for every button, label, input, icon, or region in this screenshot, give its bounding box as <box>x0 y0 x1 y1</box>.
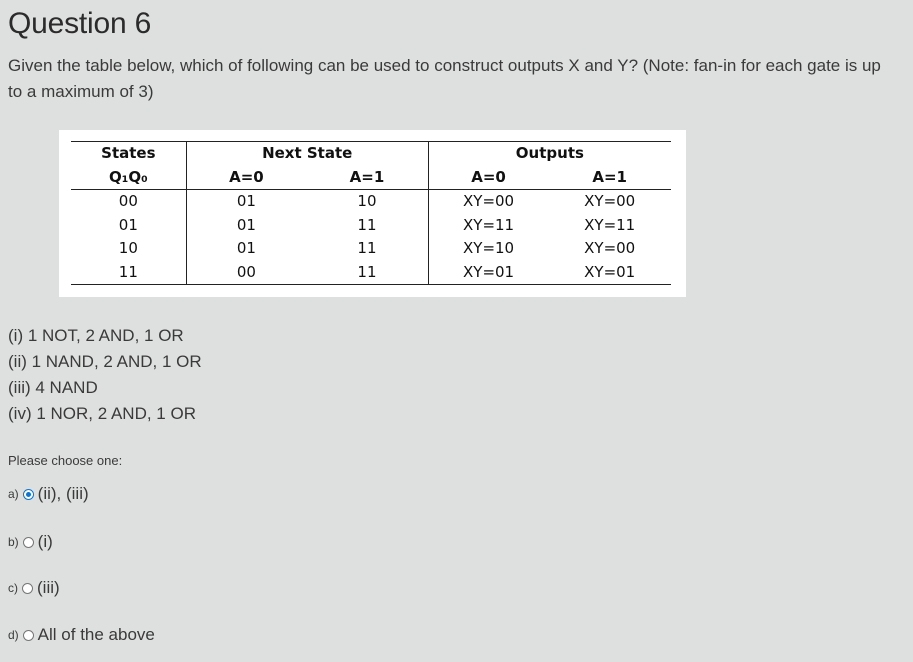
table-row <box>71 190 671 214</box>
table-cell: 01 <box>236 239 256 257</box>
statement-ii: (ii) 1 NAND, 2 AND, 1 OR <box>8 352 202 371</box>
question-title: Question 6 <box>8 7 152 40</box>
choice-letter: b) <box>8 535 19 549</box>
table-cell: XY=00 <box>463 192 515 210</box>
choice-b[interactable] <box>8 532 53 552</box>
table-cell: XY=11 <box>463 215 515 234</box>
table-group-header-row <box>71 142 671 166</box>
table-cell: 10 <box>71 237 186 261</box>
table-cell: 01 <box>71 214 186 238</box>
statement-iv: (iv) 1 NOR, 2 AND, 1 OR <box>8 404 196 423</box>
table-cell: 01 <box>236 215 256 234</box>
header-next-a1: A=1 <box>306 166 428 190</box>
table-cell: 11 <box>306 261 428 285</box>
choice-label[interactable]: All of the above <box>37 625 155 644</box>
choice-letter: a) <box>8 487 19 501</box>
radio-button[interactable] <box>23 630 34 641</box>
choice-letter: c) <box>8 581 18 595</box>
header-outputs: Outputs <box>428 142 671 166</box>
table-cell: 10 <box>306 190 428 214</box>
table-cell: XY=00 <box>584 239 636 257</box>
table-cell: 11 <box>71 261 186 285</box>
radio-button[interactable] <box>22 583 33 594</box>
choice-c[interactable] <box>8 578 60 598</box>
table-cell: 00 <box>186 261 306 285</box>
choose-prompt: Please choose one: <box>8 453 123 468</box>
choice-label[interactable]: (ii), (iii) <box>37 484 89 503</box>
question-text: Given the table below, which of following can be used to construct outputs X and Y? (Note: fan-in for each gate is up to a maximum of 3) <box>8 56 881 101</box>
table-row <box>71 214 671 238</box>
header-out-a0: A=0 <box>428 166 548 190</box>
radio-button[interactable] <box>23 537 34 548</box>
table-cell: XY=01 <box>428 261 548 285</box>
header-next-a0: A=0 <box>186 166 306 190</box>
table-row <box>71 261 671 285</box>
table-cell: 01 <box>236 192 256 210</box>
statement-i: (i) 1 NOT, 2 AND, 1 OR <box>8 326 184 345</box>
state-table <box>71 141 671 285</box>
statement-list <box>8 323 202 427</box>
table-row <box>71 237 671 261</box>
choice-a[interactable] <box>8 484 89 504</box>
choice-letter: d) <box>8 628 19 642</box>
header-q1q0: Q₁Q₀ <box>71 166 186 190</box>
choice-label[interactable]: (i) <box>37 532 53 551</box>
table-sub-header-row <box>71 166 671 190</box>
header-out-a1: A=1 <box>548 166 671 190</box>
table-cell: XY=01 <box>548 261 671 285</box>
header-next-state: Next State <box>186 142 428 166</box>
table-cell: 11 <box>306 237 428 261</box>
choice-d[interactable] <box>8 625 155 645</box>
table-cell: 11 <box>306 214 428 238</box>
table-cell: XY=11 <box>584 215 636 234</box>
radio-button-selected[interactable] <box>23 489 34 500</box>
choice-label[interactable]: (iii) <box>37 578 60 597</box>
table-cell: 00 <box>71 190 186 214</box>
header-states: States <box>71 142 186 166</box>
state-table-image <box>59 130 686 297</box>
table-cell: XY=00 <box>584 192 636 210</box>
table-cell: XY=10 <box>463 239 515 257</box>
statement-iii: (iii) 4 NAND <box>8 378 98 397</box>
